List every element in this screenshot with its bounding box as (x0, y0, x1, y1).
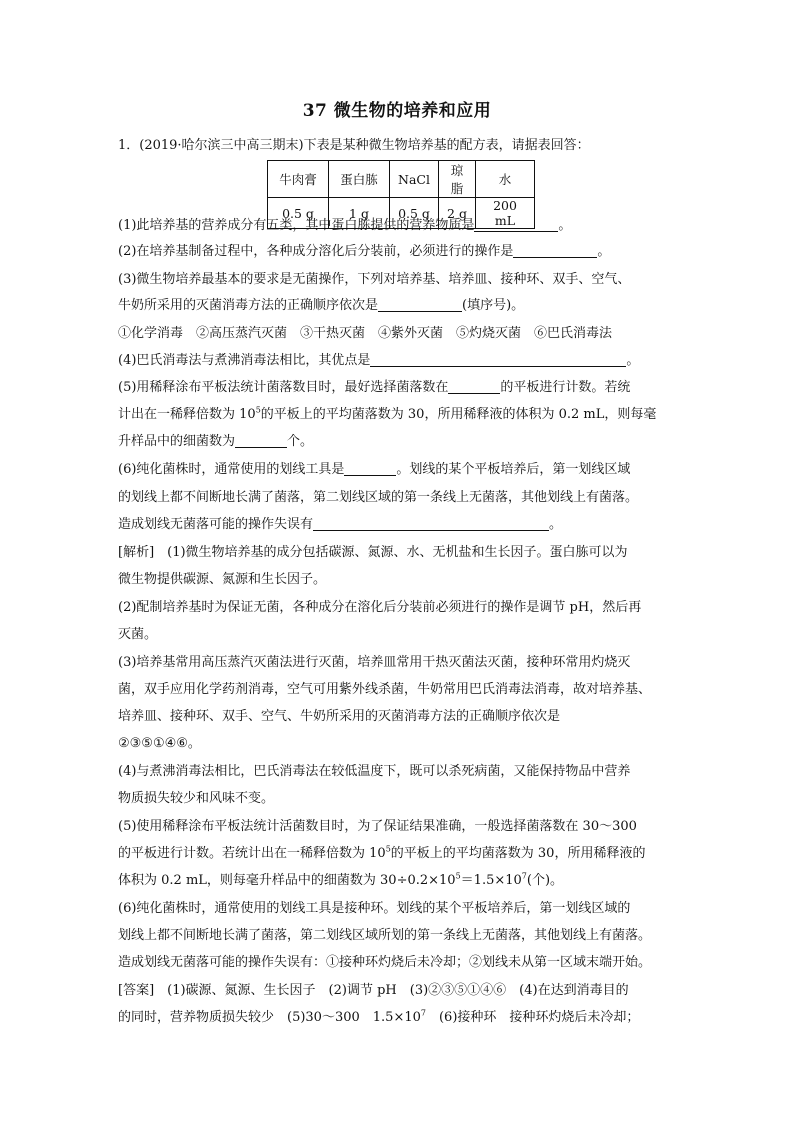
superscript: 7 (521, 871, 527, 881)
question-5-line-1 (118, 378, 678, 398)
answer-blank (313, 516, 549, 531)
analysis-text: ＝1.5×10 (460, 873, 522, 888)
table-header-cell: 牛肉膏 (268, 161, 329, 198)
analysis-3-line-3: 培养皿、接种环、双手、空气、牛奶所采用的灭菌消毒方法的正确顺序依次是 (118, 709, 561, 724)
analysis-5-line-3 (118, 871, 678, 891)
analysis-4-line-1: (4)与煮沸消毒法相比，巴氏消毒法在较低温度下，既可以杀死病菌，又能保持物品中营养 (118, 764, 631, 779)
question-text: (填序号)。 (462, 298, 525, 313)
table-header-cell: 水 (476, 161, 535, 198)
table-cell: 0.5 g (268, 198, 329, 229)
analysis-text: 的平板进行计数。若统计出在一稀释倍数为 10 (118, 846, 386, 861)
page-title: 37 微生物的培养和应用 (302, 101, 492, 121)
question-text: (5)用稀释涂布平板法统计菌落数目时，最好选择菌落数在 (118, 380, 449, 395)
table-header-row (268, 161, 535, 198)
question-text: 。 (626, 353, 640, 368)
answer-text: (6)接种环 接种环灼烧后未冷却； (425, 1010, 640, 1025)
question-4 (118, 351, 678, 371)
question-text: 的平板进行计数。若统 (500, 380, 631, 395)
analysis-text: (个)。 (526, 873, 564, 888)
question-1 (118, 216, 678, 236)
superscript: 5 (455, 871, 461, 881)
question-5-line-3 (118, 432, 678, 452)
question-6-line-2: 的划线上都不间断地长满了菌落，第二划线区域的第一条线上无菌落，其他划线上有菌落。 (118, 490, 639, 505)
options-line: ①化学消毒 ②高压蒸汽灭菌 ③干热灭菌 ④紫外灭菌 ⑤灼烧灭菌 ⑥巴氏消毒法 (118, 326, 613, 341)
question-text: 牛奶所采用的灭菌消毒方法的正确顺序依次是 (118, 298, 379, 313)
analysis-1-line-1: [解析] (1)微生物培养基的成分包括碳源、氮源、水、无机盐和生长因子。蛋白胨可以为 (118, 545, 628, 560)
answer-line-2 (118, 1008, 678, 1028)
table-header-cell: 琼脂 (439, 161, 476, 198)
answer-blank (235, 433, 287, 448)
question-text: 。 (597, 244, 611, 259)
question-intro: 1．(2019·哈尔滨三中高三期末)下表是某种微生物培养基的配方表，请据表回答： (118, 138, 590, 153)
analysis-text: 体积为 0.2 mL，则每毫升样品中的细菌数为 30÷0.2×10 (118, 873, 456, 888)
question-text: (6)纯化菌株时，通常使用的划线工具是 (118, 462, 345, 477)
superscript: 7 (420, 1008, 426, 1018)
question-text: 。 (558, 218, 572, 233)
question-text: 升样品中的细菌数为 (118, 434, 236, 449)
question-2 (118, 242, 678, 262)
analysis-6-line-3: 造成划线无菌落可能的操作失误有：①接种环灼烧后未冷却；②划线未从第一区域末端开始。 (118, 955, 652, 970)
question-text: (4)巴氏消毒法与煮沸消毒法相比，其优点是 (118, 353, 371, 368)
analysis-1-line-2: 微生物提供碳源、氮源和生长因子。 (118, 572, 327, 587)
question-text: 计出在一稀释倍数为 10 (118, 407, 256, 422)
question-6-line-1 (118, 460, 678, 480)
analysis-2-line-1: (2)配制培养基时为保证无菌，各种成分在溶化后分装前必须进行的操作是调节 pH，然后再 (118, 600, 642, 615)
question-text: 。 (549, 517, 563, 532)
analysis-6-line-1: (6)纯化菌株时，通常使用的划线工具是接种环。划线的某个平板培养后，第一划线区域的 (118, 901, 631, 916)
table-cell: 2 g (439, 198, 476, 229)
question-3-line-1: (3)微生物培养最基本的要求是无菌操作，下列对培养基、培养皿、接种环、双手、空气、 (118, 272, 631, 287)
analysis-2-line-2: 灭菌。 (118, 627, 158, 642)
question-3-line-2 (118, 296, 678, 316)
answer-blank (448, 379, 500, 394)
table-header-cell: NaCl (390, 161, 439, 198)
question-text: (2)在培养基制备过程中，各种成分溶化后分装前，必须进行的操作是 (118, 244, 514, 259)
question-6-line-3 (118, 515, 678, 535)
answer-blank (513, 243, 597, 258)
analysis-text: 的平板上的平均菌落数为 30，所用稀释液的 (390, 846, 646, 861)
answer-blank (370, 352, 626, 367)
question-text: 的平板上的平均菌落数为 30，所用稀释液的体积为 0.2 mL，则每毫 (260, 407, 657, 422)
analysis-5-line-1: (5)使用稀释涂布平板法统计活菌数目时，为了保证结果准确，一般选择菌落数在 30～300 (118, 819, 637, 834)
question-text: 。划线的某个平板培养后，第一划线区域 (396, 462, 631, 477)
analysis-5-line-2 (118, 844, 678, 864)
analysis-3-line-4: ②③⑤①④⑥。 (118, 736, 201, 751)
analysis-4-line-2: 物质损失较少和风味不变。 (118, 791, 275, 806)
question-5-line-2 (118, 405, 678, 425)
answer-blank (344, 461, 396, 476)
table-header-cell: 蛋白胨 (329, 161, 390, 198)
question-text: 个。 (287, 434, 314, 449)
answer-blank (474, 217, 558, 232)
analysis-3-line-1: (3)培养基常用高压蒸汽灭菌法进行灭菌，培养皿常用干热灭菌法灭菌，接种环常用灼烧灭 (118, 655, 631, 670)
analysis-6-line-2: 划线上都不间断地长满了菌落，第二划线区域所划的第一条线上无菌落，其他划线上有菌落。 (118, 928, 652, 943)
superscript: 5 (385, 844, 391, 854)
answer-blank (378, 297, 462, 312)
question-text: (1)此培养基的营养成分有五类，其中蛋白胨提供的营养物质是 (118, 218, 475, 233)
analysis-3-line-2: 菌，双手应用化学药剂消毒，空气可用紫外线杀菌，牛奶常用巴氏消毒法消毒，故对培养基、 (118, 682, 652, 697)
answer-line-1: [答案] (1)碳源、氮源、生长因子 (2)调节 pH (3)②③⑤①④⑥ (4)在达到消毒目的 (118, 983, 629, 998)
table-cell: 0.5 g (390, 198, 439, 229)
answer-text: 的同时，营养物质损失较少 (5)30～300 1.5×10 (118, 1010, 421, 1025)
question-text: 造成划线无菌落可能的操作失误有 (118, 517, 314, 532)
table-cell: 1 g (329, 198, 390, 229)
superscript: 5 (255, 405, 261, 415)
table-cell: 200 mL (476, 198, 535, 229)
